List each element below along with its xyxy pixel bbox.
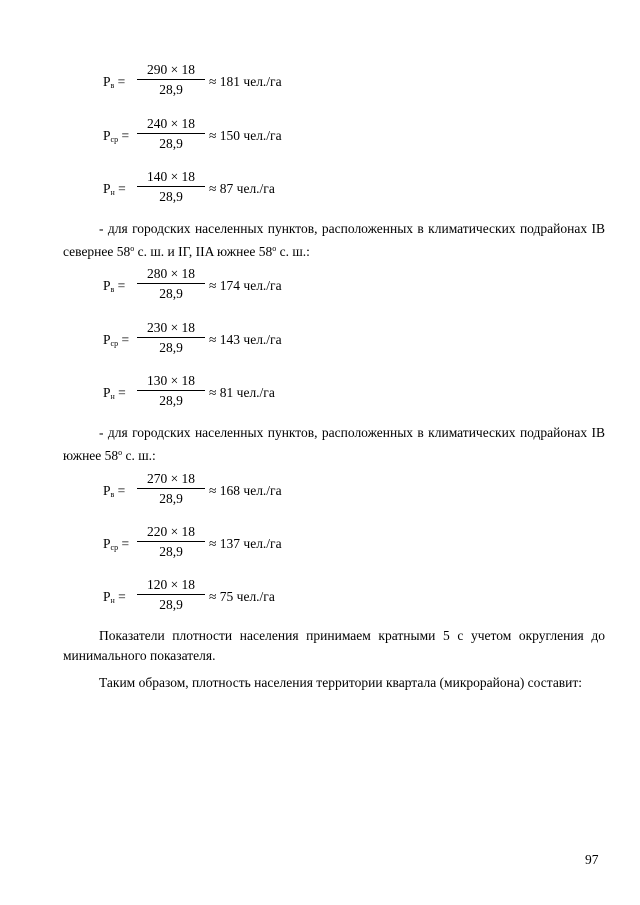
formula-denominator: 28,9	[159, 544, 183, 559]
formula-result: ≈ 87 чел./га	[209, 181, 275, 196]
fraction-bar	[137, 186, 205, 187]
formula-a-2	[103, 116, 403, 156]
formula-denominator: 28,9	[159, 393, 183, 408]
formula-result: ≈ 150 чел./га	[209, 128, 282, 143]
formula-denominator: 28,9	[159, 491, 183, 506]
formula-a-3	[103, 169, 403, 209]
formula-numerator: 290 × 18	[146, 62, 196, 77]
fraction-bar	[137, 133, 205, 134]
fraction-bar	[137, 79, 205, 80]
formula-numerator: 220 × 18	[146, 524, 196, 539]
formula-denominator: 28,9	[159, 189, 183, 204]
formula-b-1	[103, 266, 403, 306]
formula-numerator: 280 × 18	[146, 266, 196, 281]
formula-numerator: 240 × 18	[146, 116, 196, 131]
formula-result: ≈ 143 чел./га	[209, 332, 282, 347]
formula-denominator: 28,9	[159, 597, 183, 612]
paragraph-climate-1: - для городских населенных пунктов, расположенных в климатических подрайонах IB севернее $58^о$ с. ш. и IГ, IIA южнее $58^о$ с. ш.:	[63, 221, 605, 259]
formula-numerator: 230 × 18	[146, 320, 196, 335]
fraction-bar	[137, 488, 205, 489]
formula-result: ≈ 137 чел./га	[209, 536, 282, 551]
paragraph-rounding: Показатели плотности населения принимаем кратными 5 с учетом округления до минимального показателя.	[63, 628, 605, 663]
paragraph-conclusion: Таким образом, плотность населения территории квартала (микрорайона) составит:	[99, 675, 583, 690]
formula-a-1	[103, 62, 403, 102]
fraction-bar	[137, 283, 205, 284]
formula-lhs: $P_н$ =	[103, 181, 126, 197]
formula-lhs: $P_{ср}$ =	[103, 536, 130, 552]
fraction-bar	[137, 594, 205, 595]
paragraph-climate-2: - для городских населенных пунктов, расположенных в климатических подрайонах IB южнее $58^о$ с. ш.:	[63, 425, 605, 463]
formula-lhs: $P_н$ =	[103, 385, 126, 401]
formula-result: ≈ 75 чел./га	[209, 589, 275, 604]
formula-denominator: 28,9	[159, 340, 183, 355]
formula-c-3	[103, 577, 403, 617]
formula-lhs: $P_{ср}$ =	[103, 128, 130, 144]
formula-lhs: $P_в$ =	[103, 483, 126, 499]
formula-b-2	[103, 320, 403, 360]
formula-numerator: 270 × 18	[146, 471, 196, 486]
formula-denominator: 28,9	[159, 136, 183, 151]
formula-lhs: $P_в$ =	[103, 278, 126, 294]
formula-numerator: 140 × 18	[146, 169, 196, 184]
formula-result: ≈ 168 чел./га	[209, 483, 282, 498]
formula-numerator: 130 × 18	[146, 373, 196, 388]
formula-result: ≈ 81 чел./га	[209, 385, 275, 400]
formula-result: ≈ 174 чел./га	[209, 278, 282, 293]
formula-result: ≈ 181 чел./га	[209, 74, 282, 89]
fraction-bar	[137, 541, 205, 542]
formula-lhs: $P_в$ =	[103, 74, 126, 90]
formula-denominator: 28,9	[159, 82, 183, 97]
formula-b-3	[103, 373, 403, 413]
fraction-bar	[137, 390, 205, 391]
formula-lhs: $P_{ср}$ =	[103, 332, 130, 348]
formula-lhs: $P_н$ =	[103, 589, 126, 605]
formula-numerator: 120 × 18	[146, 577, 196, 592]
formula-c-1	[103, 471, 403, 511]
formula-c-2	[103, 524, 403, 564]
formula-denominator: 28,9	[159, 286, 183, 301]
page-number: 97	[585, 852, 599, 867]
fraction-bar	[137, 337, 205, 338]
